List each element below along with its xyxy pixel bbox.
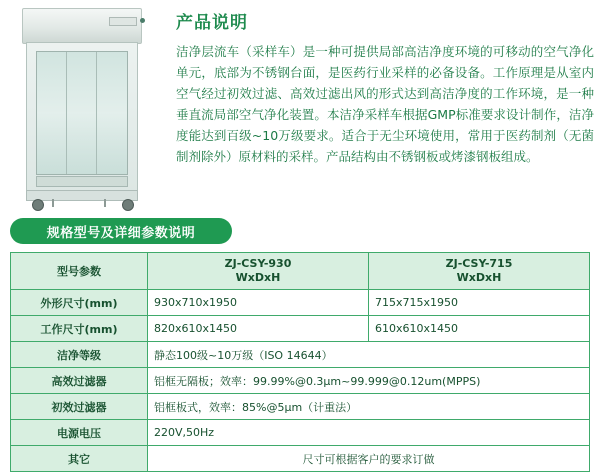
- row-value-span: 220V,50Hz: [148, 420, 590, 446]
- section-heading-bar: [10, 218, 232, 244]
- model-dims: WxDxH: [456, 271, 502, 284]
- row-label: 其它: [11, 446, 148, 472]
- cabinet-top-unit: [22, 8, 142, 44]
- model-name: ZJ-CSY-930: [224, 257, 292, 270]
- power-indicator-icon: [140, 18, 145, 23]
- row-value-model-2: 610x610x1450: [369, 316, 590, 342]
- cabinet-leg: [104, 199, 106, 207]
- description-title: 产品说明: [176, 13, 248, 33]
- row-label: 电源电压: [11, 420, 148, 446]
- table-row: [11, 446, 590, 472]
- row-label: 高效过滤器: [11, 368, 148, 394]
- cabinet-glass-panel: [36, 51, 128, 175]
- model-dims: WxDxH: [235, 271, 281, 284]
- description-body: 洁净层流车（采样车）是一种可提供局部高洁净度环境的可移动的空气净化单元，底部为不锈钢台面，是医药行业采样的必备设备。工作原理是从室内空气经过初效过滤、高效过滤出风的形式达到高洁净度的工作环境，是一种垂直流局部空气净化装置。本洁净采样车根据GMP标准要求设计制作，洁净度能达到百级~10万级要求。适合于无尘环境使用，常用于医药制剂（无菌制剂除外）原材料的采样。产品结构由不锈钢板或烤漆钢板组成。: [176, 44, 594, 164]
- cabinet-leg: [52, 199, 54, 207]
- table-header-label: 型号参数: [11, 253, 148, 290]
- row-label: 初效过滤器: [11, 394, 148, 420]
- row-label: 工作尺寸(mm): [11, 316, 148, 342]
- table-row: [11, 368, 590, 394]
- table-row: [11, 394, 590, 420]
- row-value-span: 铝框无隔板；效率：99.99%@0.3μm~99.999@0.12um(MPPS): [148, 368, 590, 394]
- row-value-model-1: 820x610x1450: [148, 316, 369, 342]
- row-value-span: 铝框板式，效率：85%@5μm（计重法）: [148, 394, 590, 420]
- cabinet-lower-strip: [36, 176, 128, 187]
- table-header-model-1: [148, 253, 369, 290]
- cabinet-vent-grille: [109, 17, 137, 26]
- spec-table: [10, 252, 590, 472]
- table-row: [11, 316, 590, 342]
- caster-wheel-icon: [122, 199, 134, 211]
- product-photo: [8, 6, 168, 211]
- model-name: ZJ-CSY-715: [445, 257, 513, 270]
- row-label: 洁净等级: [11, 342, 148, 368]
- table-row: [11, 290, 590, 316]
- cabinet-base-platform: [26, 190, 138, 201]
- row-value-span: 静态100级~10万级（ISO 14644）: [148, 342, 590, 368]
- row-value-model-1: 930x710x1950: [148, 290, 369, 316]
- table-header-row: [11, 253, 590, 290]
- description-block: [176, 8, 594, 167]
- table-row: [11, 420, 590, 446]
- row-label: 外形尺寸(mm): [11, 290, 148, 316]
- row-value-span: 尺寸可根据客户的要求订做: [148, 446, 590, 472]
- section-heading-label: 规格型号及详细参数说明: [46, 225, 196, 241]
- cabinet-body: [26, 42, 138, 192]
- row-value-model-2: 715x715x1950: [369, 290, 590, 316]
- table-row: [11, 342, 590, 368]
- table-header-model-2: [369, 253, 590, 290]
- caster-wheel-icon: [32, 199, 44, 211]
